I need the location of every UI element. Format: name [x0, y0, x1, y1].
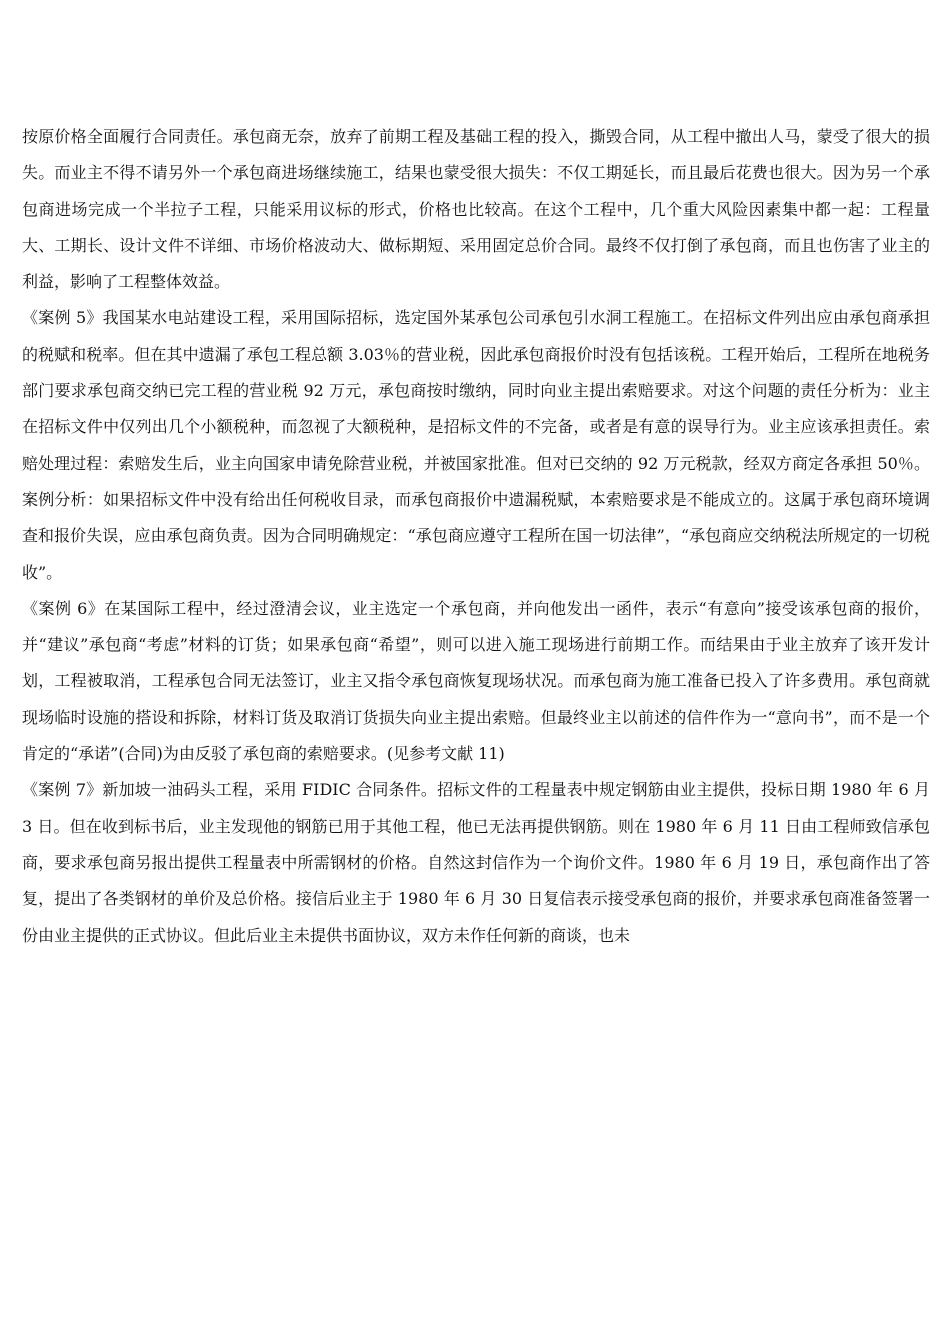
paragraph-case-5: 《案例 5》我国某水电站建设工程，采用国际招标，选定国外某承包公司承包引水洞工程施工。在招标文件列出应由承包商承担的税赋和税率。但在其中遗漏了承包工程总额 3.03％的营业税，因此承包商报价时没有包括该税。工程开始后，工程所在地税务部门要求承包商交纳已完工程的营业税 92 万元，承包商按时缴纳，同时向业主提出索赔要求。对这个问题的责任分析为：业主在招标文件中仅列出几个小额税种，而忽视了大额税种，是招标文件的不完备，或者是有意的误导行为。业主应该承担责任。索赔处理过程：索赔发生后，业主向国家申请免除营业税，并被国家批准。但对已交纳的 92 万元税款，经双方商定各承担 50％。案例分析：如果招标文件中没有给出任何税收目录，而承包商报价中遗漏税赋，本索赔要求是不能成立的。这属于承包商环境调查和报价失误，应由承包商负责。因为合同明确规定：“承包商应遵守工程所在国一切法律”，“承包商应交纳税法所规定的一切税收”。: [22, 308, 930, 582]
paragraph-continuation: 按原价格全面履行合同责任。承包商无奈，放弃了前期工程及基础工程的投入，撕毁合同，从工程中撤出人马，蒙受了很大的损失。而业主不得不请另外一个承包商进场继续施工，结果也蒙受很大损失：不仅工期延长，而且最后花费也很大。因为另一个承包商进场完成一个半拉子工程，只能采用议标的形式，价格也比较高。在这个工程中，几个重大风险因素集中都一起：工程量大、工期长、设计文件不详细、市场价格波动大、做标期短、采用固定总价合同。最终不仅打倒了承包商，而且也伤害了业主的利益，影响了工程整体效益。: [22, 127, 930, 292]
paragraph-case-6: 《案例 6》在某国际工程中，经过澄清会议，业主选定一个承包商，并向他发出一函件，表示“有意向”接受该承包商的报价，并“建议”承包商“考虑”材料的订货；如果承包商“希望”，则可以进入施工现场进行前期工作。而结果由于业主放弃了该开发计划，工程被取消，工程承包合同无法签订，业主又指令承包商恢复现场状况。而承包商为施工准备已投入了许多费用。承包商就现场临时设施的搭设和拆除，材料订货及取消订货损失向业主提出索赔。但最终业主以前述的信件作为一“意向书”，而不是一个肯定的“承诺”(合同)为由反驳了承包商的索赔要求。(见参考文献 11): [22, 598, 930, 764]
document-body: [22, 119, 930, 954]
paragraph-case-7: 《案例 7》新加坡一油码头工程，采用 FIDIC 合同条件。招标文件的工程量表中规定钢筋由业主提供，投标日期 1980 年 6 月 3 日。但在收到标书后，业主发现他的钢筋已用于其他工程，他已无法再提供钢筋。则在 1980 年 6 月 11 日由工程师致信承包商，要求承包商另报出提供工程量表中所需钢材的价格。自然这封信作为一个询价文件。1980 年 6 月 19 日，承包商作出了答复，提出了各类钢材的单价及总价格。接信后业主于 1980 年 6 月 30 日复信表示接受承包商的报价，并要求承包商准备签署一份由业主提供的正式协议。但此后业主未提供书面协议，双方未作任何新的商谈，也未: [22, 780, 930, 945]
